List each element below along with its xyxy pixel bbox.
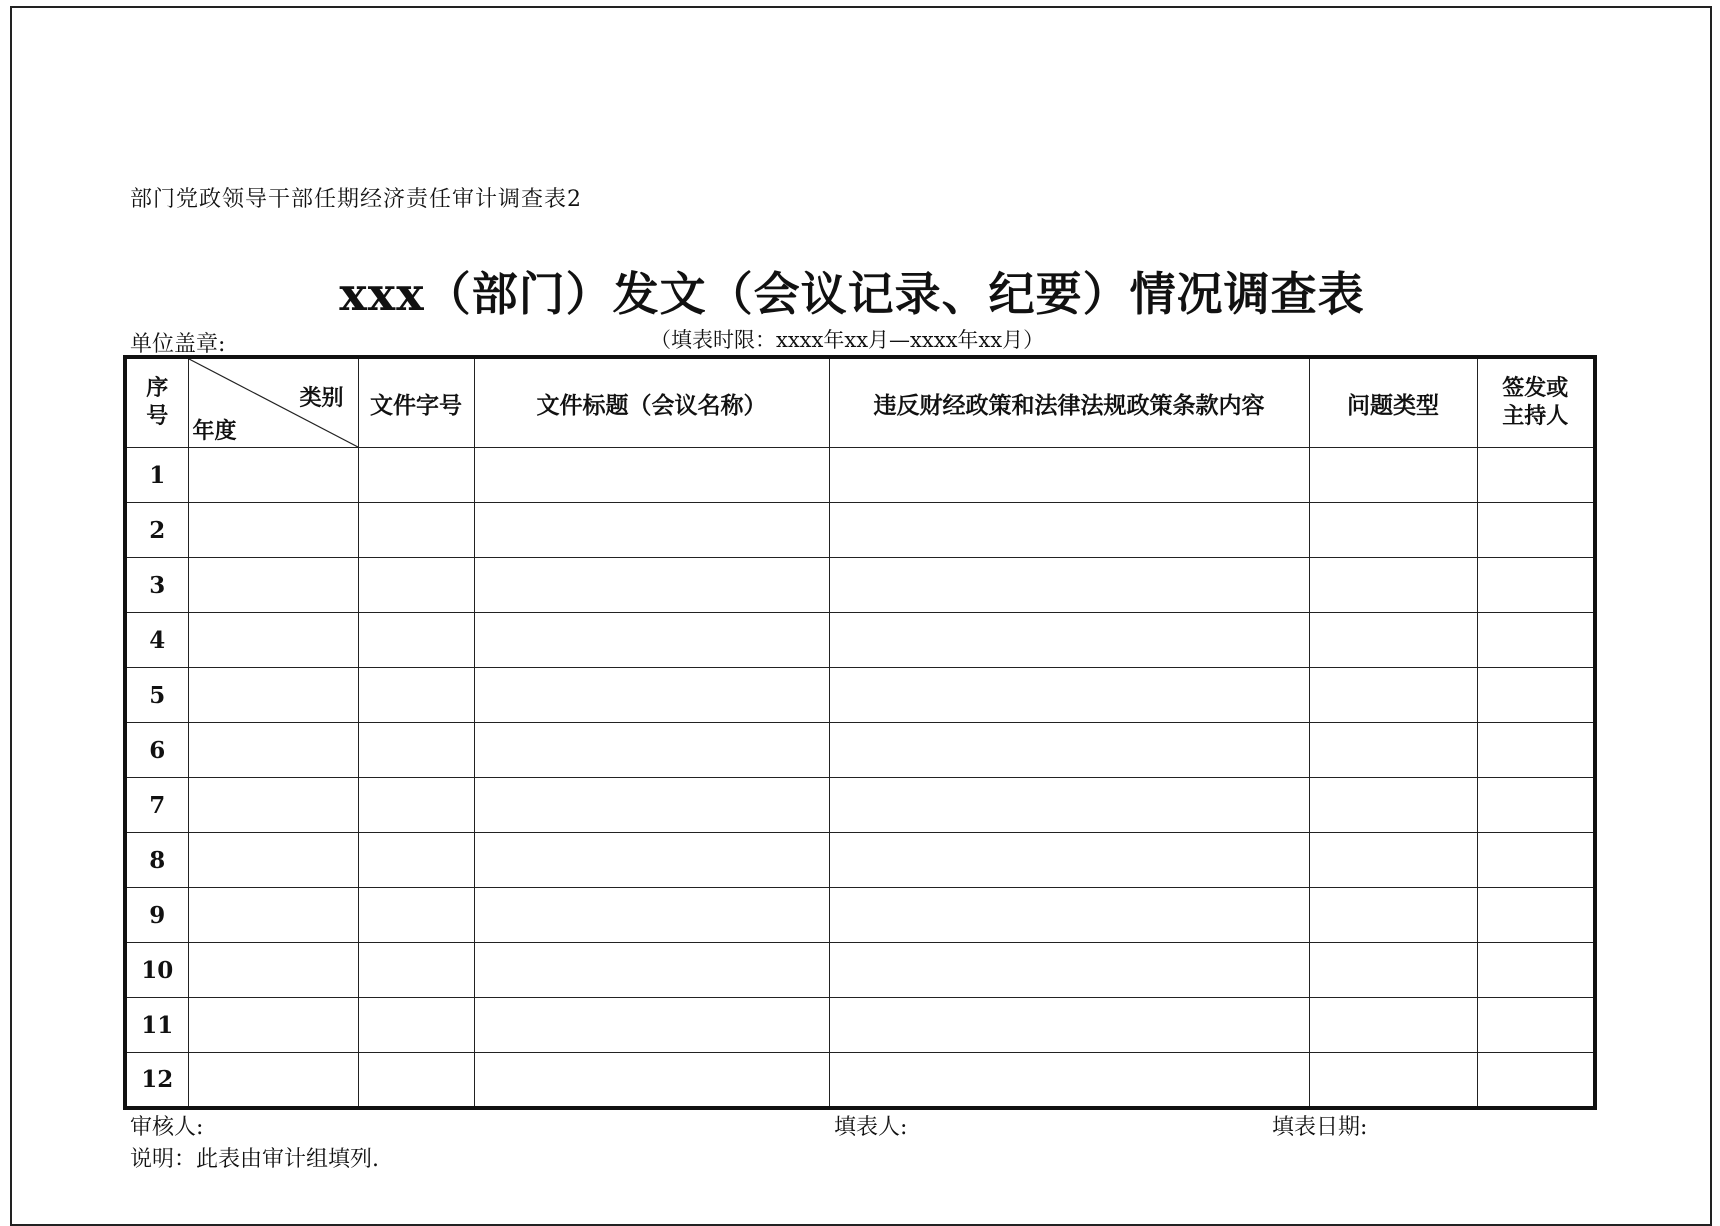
table-row [125,943,1595,998]
year-cell[interactable] [188,558,358,613]
page-title [0,258,1720,324]
signer-cell[interactable] [1477,833,1595,888]
row-number: 1 [125,448,188,503]
doc-title-cell[interactable] [474,503,829,558]
year-cell[interactable] [188,503,358,558]
doc-number-cell[interactable] [358,503,474,558]
signer-cell[interactable] [1477,943,1595,998]
table-row [125,503,1595,558]
header-row [125,357,1595,448]
row-number: 3 [125,558,188,613]
signer-cell[interactable] [1477,723,1595,778]
row-number: 8 [125,833,188,888]
header-violation: 违反财经政策和法律法规政策条款内容 [829,357,1309,448]
doc-title-cell[interactable] [474,448,829,503]
year-cell[interactable] [188,723,358,778]
doc-title-cell[interactable] [474,998,829,1053]
filler-label: 填表人: [834,1115,908,1140]
seal-label: 单位盖章: [130,332,226,357]
year-cell[interactable] [188,833,358,888]
header-problem-type: 问题类型 [1309,357,1477,448]
doc-title-cell[interactable] [474,723,829,778]
row-number: 6 [125,723,188,778]
row-number: 4 [125,613,188,668]
problem-type-cell[interactable] [1309,1053,1477,1108]
table-row [125,668,1595,723]
table-row [125,888,1595,943]
row-number: 11 [125,998,188,1053]
doc-title-cell[interactable] [474,888,829,943]
year-cell[interactable] [188,668,358,723]
row-number: 7 [125,778,188,833]
doc-number-cell[interactable] [358,668,474,723]
table-row [125,613,1595,668]
page-title-text: xxx（部门）发文（会议记录、纪要）情况调查表 [339,267,1365,321]
signer-cell[interactable] [1477,558,1595,613]
violation-cell[interactable] [829,1053,1309,1108]
row-number: 12 [125,1053,188,1108]
year-cell[interactable] [188,613,358,668]
table-row [125,998,1595,1053]
problem-type-cell[interactable] [1309,998,1477,1053]
violation-cell[interactable] [829,778,1309,833]
violation-cell[interactable] [829,723,1309,778]
row-number: 5 [125,668,188,723]
signer-cell[interactable] [1477,1053,1595,1108]
doc-number-cell[interactable] [358,833,474,888]
signer-cell[interactable] [1477,503,1595,558]
year-cell[interactable] [188,448,358,503]
year-cell[interactable] [188,778,358,833]
problem-type-cell[interactable] [1309,833,1477,888]
header-category: 类别 [299,386,344,411]
doc-title-cell[interactable] [474,1053,829,1108]
reviewer-label: 审核人: [130,1115,204,1140]
table-row [125,723,1595,778]
document-label: 部门党政领导干部任期经济责任审计调查表2 [130,187,582,212]
header-seq [125,357,188,448]
header-signer [1477,357,1595,448]
problem-type-cell[interactable] [1309,558,1477,613]
doc-number-cell[interactable] [358,448,474,503]
year-cell[interactable] [188,888,358,943]
problem-type-cell[interactable] [1309,448,1477,503]
time-limit: （填表时限：xxxx年xx月—xxxx年xx月） [650,328,1045,352]
year-cell[interactable] [188,943,358,998]
header-signer-text: 签发或主持人 [1502,376,1569,429]
violation-cell[interactable] [829,503,1309,558]
doc-number-cell[interactable] [358,1053,474,1108]
table-row [125,448,1595,503]
doc-number-cell[interactable] [358,778,474,833]
doc-number-cell[interactable] [358,723,474,778]
doc-number-cell[interactable] [358,558,474,613]
doc-title-cell[interactable] [474,613,829,668]
violation-cell[interactable] [829,998,1309,1053]
signer-cell[interactable] [1477,998,1595,1053]
signer-cell[interactable] [1477,888,1595,943]
row-number: 10 [125,943,188,998]
fill-date-label: 填表日期: [1272,1115,1368,1140]
violation-cell[interactable] [829,448,1309,503]
problem-type-cell[interactable] [1309,723,1477,778]
header-category-year [188,357,358,448]
header-year: 年度 [192,419,237,444]
signer-cell[interactable] [1477,668,1595,723]
problem-type-cell[interactable] [1309,503,1477,558]
violation-cell[interactable] [829,558,1309,613]
year-cell[interactable] [188,998,358,1053]
doc-number-cell[interactable] [358,998,474,1053]
violation-cell[interactable] [829,943,1309,998]
doc-title-cell[interactable] [474,668,829,723]
row-number: 2 [125,503,188,558]
table-row [125,833,1595,888]
table-row [125,558,1595,613]
violation-cell[interactable] [829,833,1309,888]
problem-type-cell[interactable] [1309,943,1477,998]
doc-number-cell[interactable] [358,943,474,998]
violation-cell[interactable] [829,613,1309,668]
problem-type-cell[interactable] [1309,613,1477,668]
row-number: 9 [125,888,188,943]
header-doc-number: 文件字号 [358,357,474,448]
doc-title-cell[interactable] [474,833,829,888]
doc-title-cell[interactable] [474,778,829,833]
doc-number-cell[interactable] [358,613,474,668]
violation-cell[interactable] [829,668,1309,723]
note-text: 说明：此表由审计组填列. [130,1147,379,1172]
year-cell[interactable] [188,1053,358,1108]
signer-cell[interactable] [1477,448,1595,503]
doc-title-cell[interactable] [474,943,829,998]
signer-cell[interactable] [1477,613,1595,668]
header-seq-text: 序号 [146,376,169,429]
problem-type-cell[interactable] [1309,888,1477,943]
table-row [125,1053,1595,1108]
problem-type-cell[interactable] [1309,668,1477,723]
header-doc-title: 文件标题（会议名称） [474,357,829,448]
signer-cell[interactable] [1477,778,1595,833]
violation-cell[interactable] [829,888,1309,943]
problem-type-cell[interactable] [1309,778,1477,833]
table-row [125,778,1595,833]
doc-title-cell[interactable] [474,558,829,613]
doc-number-cell[interactable] [358,888,474,943]
survey-table [123,355,1597,1110]
